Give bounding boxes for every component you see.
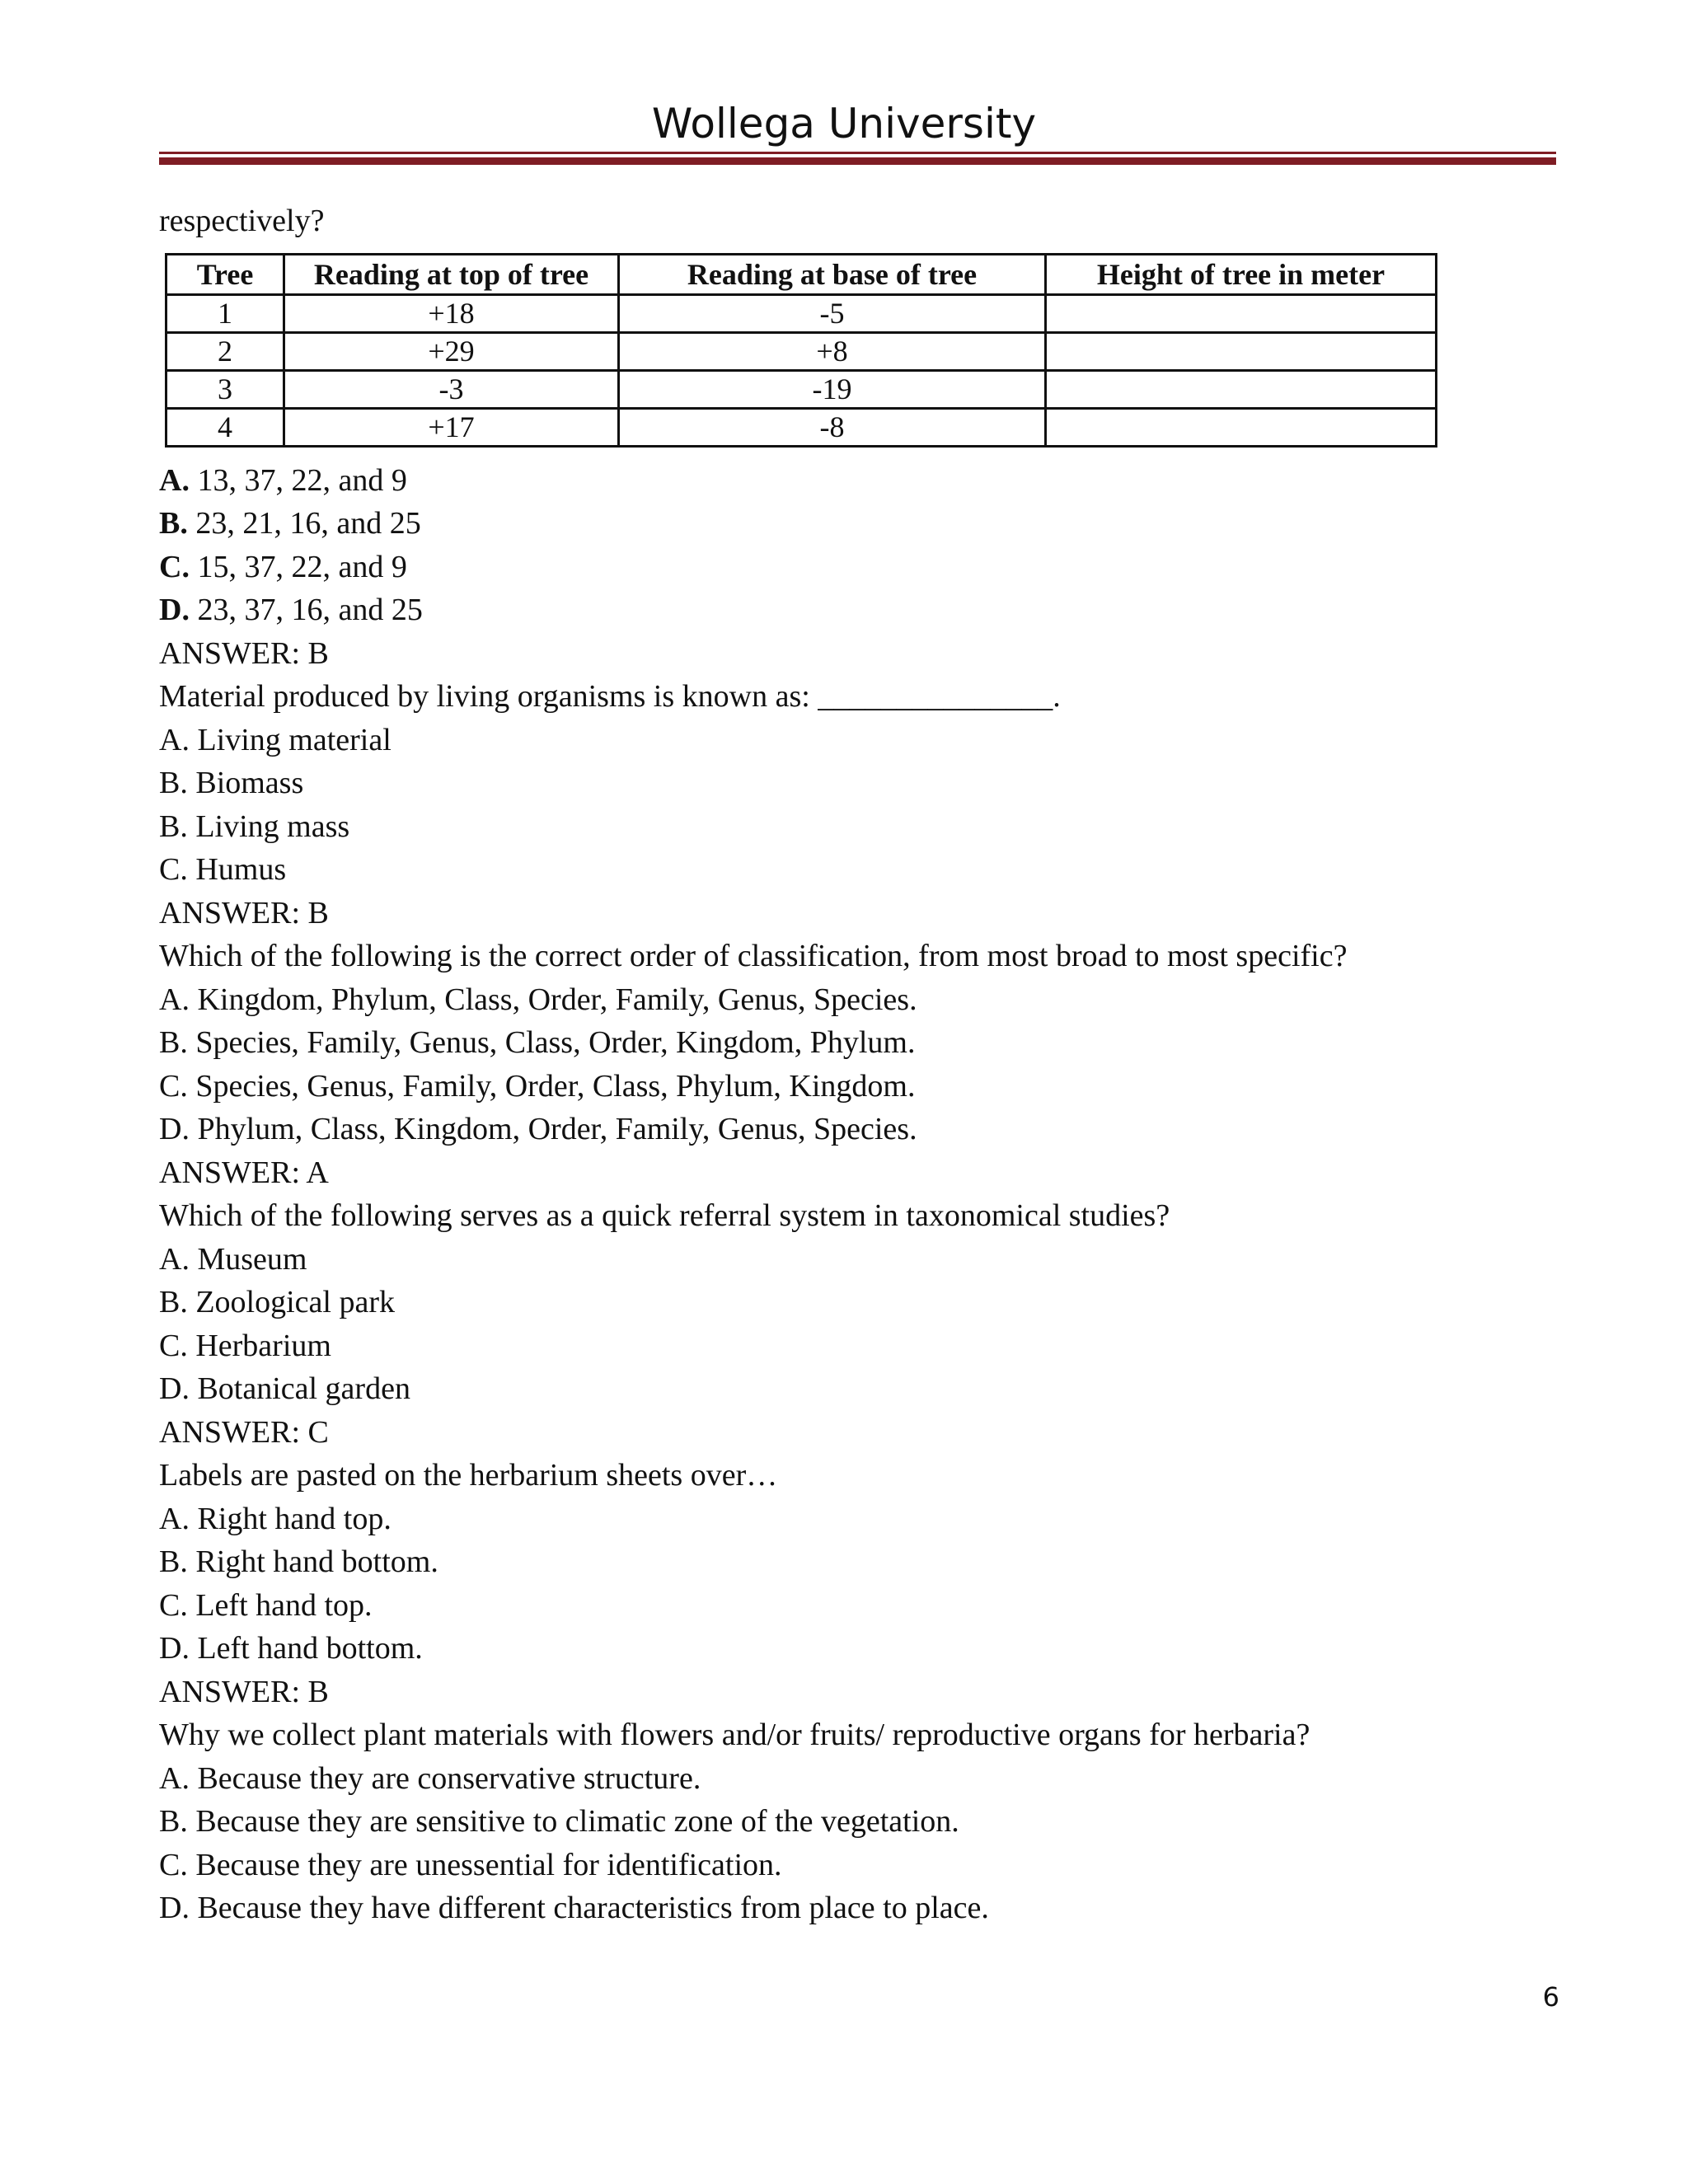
table-cell	[1046, 294, 1437, 332]
table-header-cell: Reading at top of tree	[284, 254, 619, 294]
option-line: B. Biomass	[159, 766, 304, 800]
option-key: B.	[159, 506, 188, 541]
option-text: 13, 37, 22, and 9	[189, 462, 407, 498]
option-text: 15, 37, 22, and 9	[189, 549, 407, 584]
option-key: C.	[159, 549, 190, 584]
option-text: 23, 21, 16, and 25	[187, 506, 421, 541]
option-line: C. Species, Genus, Family, Order, Class, Phylum, Kingdom.	[159, 1068, 916, 1104]
header-rule-thin	[159, 152, 1556, 154]
option-line: D. Phylum, Class, Kingdom, Order, Family, Genus, Species.	[159, 1112, 917, 1146]
table-header-cell: Height of tree in meter	[1046, 254, 1437, 294]
table-cell: +17	[284, 408, 619, 446]
option-line: B. Living mass	[159, 808, 350, 844]
question-text: Why we collect plant materials with flowers and/or fruits/ reproductive organs for herbaria?	[159, 1718, 1311, 1752]
option-c	[159, 546, 1560, 589]
option-line: D. Because they have different characteristics from place to place.	[159, 1891, 989, 1925]
question-text: Labels are pasted on the herbarium sheets over…	[159, 1458, 778, 1493]
tree-readings-table	[165, 253, 1437, 448]
option-line: C. Left hand top.	[159, 1587, 373, 1623]
option-line: A. Museum	[159, 1241, 307, 1277]
option-line: D. Left hand bottom.	[159, 1631, 423, 1666]
option-line: A. Because they are conservative structure.	[159, 1760, 701, 1796]
option-line: C. Because they are unessential for identification.	[159, 1847, 782, 1882]
option-line: A. Living material	[159, 722, 392, 757]
option-line: A. Right hand top.	[159, 1501, 392, 1536]
table-cell: -5	[619, 294, 1046, 332]
table-cell: 1	[166, 294, 284, 332]
table-row	[166, 370, 1437, 408]
option-line: C. Herbarium	[159, 1328, 331, 1363]
option-a	[159, 459, 1560, 503]
question-text: Material produced by living organisms is known as: _______________.	[159, 679, 1061, 714]
table-cell: +8	[619, 332, 1046, 370]
question-text: Which of the following serves as a quick referral system in taxonomical studies?	[159, 1198, 1170, 1233]
answer-line: ANSWER: B	[159, 635, 329, 671]
table-cell: +18	[284, 294, 619, 332]
answer-line: ANSWER: B	[159, 1674, 329, 1709]
table-cell	[1046, 408, 1437, 446]
table-cell: -19	[619, 370, 1046, 408]
table-cell: +29	[284, 332, 619, 370]
header-rule-thick	[159, 157, 1556, 165]
table-header-row	[166, 254, 1437, 294]
option-b	[159, 502, 1560, 546]
option-d	[159, 588, 1560, 632]
table-header-cell: Tree	[166, 254, 284, 294]
option-line: D. Botanical garden	[159, 1371, 410, 1406]
option-key: A.	[159, 462, 190, 498]
option-line: A. Kingdom, Phylum, Class, Order, Family, Genus, Species.	[159, 982, 917, 1017]
table-row	[166, 408, 1437, 446]
table-row	[166, 332, 1437, 370]
table-cell: -8	[619, 408, 1046, 446]
option-line: B. Because they are sensitive to climatic zone of the vegetation.	[159, 1804, 959, 1839]
table-header-cell: Reading at base of tree	[619, 254, 1046, 294]
question-text: Which of the following is the correct order of classification, from most broad to most specific?	[159, 939, 1348, 973]
table-cell	[1046, 370, 1437, 408]
table-cell: 3	[166, 370, 284, 408]
option-line: B. Species, Family, Genus, Class, Order, Kingdom, Phylum.	[159, 1025, 916, 1060]
option-text: 23, 37, 16, and 25	[189, 593, 423, 627]
option-line: B. Right hand bottom.	[159, 1544, 438, 1579]
table-cell: -3	[284, 370, 619, 408]
page-number: 6	[1542, 1981, 1559, 2013]
document-body	[159, 199, 1560, 1930]
table-cell	[1046, 332, 1437, 370]
option-line: B. Zoological park	[159, 1285, 395, 1319]
answer-line: ANSWER: B	[159, 895, 329, 930]
page-header-title: Wollega University	[651, 100, 1037, 148]
table-cell: 4	[166, 408, 284, 446]
table-cell: 2	[166, 332, 284, 370]
option-key: D.	[159, 593, 190, 627]
answer-line: ANSWER: C	[159, 1414, 329, 1450]
intro-text: respectively?	[159, 204, 325, 238]
option-line: C. Humus	[159, 852, 287, 887]
table-row	[166, 294, 1437, 332]
answer-line: ANSWER: A	[159, 1155, 329, 1190]
